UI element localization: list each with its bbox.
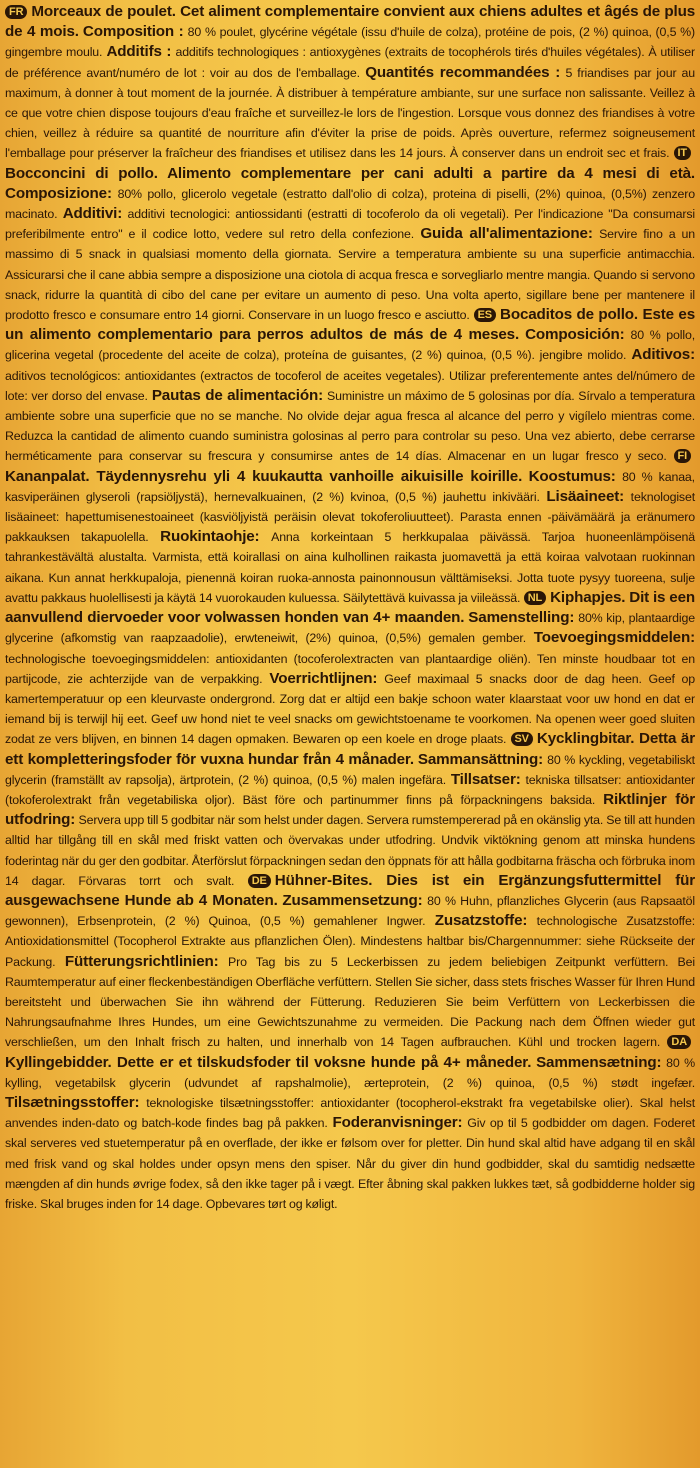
section-text: Pro Tag bis zu 5 Leckerbissen zu jedem beliebigen Zeitpunkt verfüttern. Bei Raumtemperatur auf einer fleckenbeständigen Oberfläche verfüttern. Stellen Sie sicher, dass stets frisches Wasser für Ihren Hund bereitsteht und überwachen Sie ihn während der Fütterung. Reduzieren Sie beim Verfüttern von Leckerbissen die Nahrungsaufnahme Ihres Hundes, um eine Gewichtszunahme zu vermeiden. Die Packung nach dem Öffnen wieder gut verschließen, um den Inhalt frisch zu halten, und innerhalb von 14 Tagen aufbrauchen. Kühl und trocken lagern. <box>5 954 695 1050</box>
section-heading: Fütterungsrichtlinien: <box>64 952 219 970</box>
product-title: Bocconcini di pollo. Alimento complementare per cani adulti a partire da 4 mesi di età. <box>5 164 695 182</box>
section-text: Suministre un máximo de 5 golosinas por día. Sírvalo a temperatura ambiente sobre una superficie que no se manche. No olvide dejar agua fresca al alcance del perro y vigílelo mientras come. Reduzca la cantidad de alimento cuando suministra golosinas al perro para controlar su peso. Una vez abierto, debe cerrarse herméticamente para conservar su frescura y consumirse antes de 14 días. Almacenar en un lugar fresco y seco. <box>5 388 695 464</box>
language-section-fi <box>5 448 695 604</box>
section-text: 5 friandises par jour au maximum, à donner à tout moment de la journée. À distribuer à température ambiante, sur une surface non salissante. Veillez à ce que votre chien dispose toujours d'eau fraîche et surveillez-le lors de l'ingestion. Lorsque vous donnez des friandises à votre chien, veillez à réduire sa quantité de nourriture afin d'éviter la prise de poids. Après ouverture, refermez soigneusement l'emballage pour préserver la fraîcheur des friandises et utilisez dans les 14 jours. À conserver dans un endroit sec et frais. <box>5 65 695 161</box>
section-text: tekniska tillsatser: antioxidanter (tokoferolextrakt från vegetabiliska oljor). Bäst före och partinummer finns på förpackningens baksida. <box>5 772 695 807</box>
section-heading: Zusatzstoffe: <box>434 912 528 930</box>
section-text: additivi tecnologici: antiossidanti (estratti di tocoferolo da oli vegetali). Per l'indicazione "Da consumarsi preferibilmente entro" e il codice lotto, vedere sul retro della confezione. <box>5 207 695 242</box>
language-badge: ES <box>474 308 496 322</box>
section-heading: Samenstelling: <box>468 609 575 627</box>
language-badge: DA <box>667 1035 691 1049</box>
language-section-fr <box>5 4 695 160</box>
section-text: Geef maximaal 5 snacks door de dag heen. Geef op kamertemperatuur op een kleurvaste ondergrond. Zorg dat er altijd een bakje schoon water klaarstaat voor uw hond en dat er iemand bij is terwijl hij eet. Geef uw hond niet te veel snacks om gewichtstoename te voorkomen. Na openen weer goed sluiten zodat ze vers blijven, en binnen 14 dagen opmaken. Bewaren op een koele en droge plaats. <box>5 671 695 747</box>
section-text: Giv op til 5 godbidder om dagen. Foderet skal serveres ved stuetemperatur på en overflade, der ikke er følsom over for pletter. Din hund skal altid have adgang til en skål med frisk vand og skal holdes under opsyn mens den spiser. Når du giver din hund godbidder, skal du samtidig nedsætte mængden af din hunds øvrige fodex, så den ikke tager på i vægt. Efter åbning skal pakken lukkes tæt, så godbidderne holder sig friske. Skal bruges inden for 14 dage. Opbevares tørt og køligt. <box>5 1116 695 1211</box>
product-title: Kyllingebidder. Dette er et tilskudsfoder til voksne hunde på 4+ måneder. <box>5 1053 532 1071</box>
language-section-de <box>5 873 695 1050</box>
section-heading: Sammensætning: <box>536 1053 662 1071</box>
section-text: Servera upp till 5 godbitar när som helst under dagen. Servera rumstempererad på en okänslig yta. Se till att hunden alltid har tillgång till en skål med friskt vatten och övervakas under utfodring. Undvik viktökning genom att minska hundens foderintag när du ger den godbitar. Återförslut förpackningen sedan den öppnats för att hålla godbitarna fräscha och förbruka inom 14 dagar. Förvaras torrt och svalt. <box>5 813 695 888</box>
section-text: 80 % kyckling, vegetabiliskt glycerin (framställt av rapsolja), ärtprotein, (2 %) quinoa, (0,5 %) malen ingefära. <box>5 752 695 787</box>
section-text: 80 % kylling, vegetabilsk glycerin (udvundet af rapshalmolie), ærteprotein, (2 %) quinoa, (0,5 %) stødt ingefær. <box>5 1055 695 1090</box>
section-text: 80 % pollo, glicerina vegetal (procedente del aceite de colza), proteína de guisantes, (2 %) quinoa, (0,5 %). jengibre molido. <box>5 328 696 363</box>
section-text: technologische toevoegingsmiddelen: antioxidanten (tocoferolextracten van plantaardige oliën). Ten minste houdbaar tot en partijcode, zie achterzijde van de verpakking. <box>5 651 695 686</box>
section-text: Anna korkeintaan 5 herkkupalaa päivässä. Tarjoa huoneenlämpöisenä tahrankestävältä alustalta. Varmista, että koirallasi on aina kulhollinen raikasta juomavettä ja että koiraa valvotaan ruokinnan aikana. Kun annat herkkupaloja, pienennä koiran ruoka-annosta painonnousun välttämiseksi. Jotta tuote pysyy tuoreena, sulje avattu pakkaus huolellisesti ja käytä 14 vuorokauden kuluessa. Säilytettävä kuivassa ja viileässä. <box>5 530 695 605</box>
language-badge: IT <box>674 146 691 160</box>
product-title: Morceaux de poulet. Cet aliment complementaire convient aux chiens adultes et âgés de plus de 4 mois. <box>5 3 695 41</box>
section-heading: Koostumus: <box>528 467 616 485</box>
language-badge: DE <box>248 874 271 888</box>
section-heading: Tillsatser: <box>450 770 521 788</box>
product-title: Bocaditos de pollo. Este es un alimento complementario para perros adultos de más de 4 meses. <box>5 306 695 344</box>
product-title: Hühner-Bites. Dies ist ein Ergänzungsfuttermittel für ausgewachsene Hunde ab 4 Monaten. <box>5 871 695 909</box>
product-title: Kiphapjes. Dit is een aanvullend diervoeder voor volwassen honden van 4+ maanden. <box>5 588 695 627</box>
section-heading: Toevoegingsmiddelen: <box>533 629 695 647</box>
section-heading: Zusammensetzung: <box>282 891 423 909</box>
language-badge: FI <box>674 449 691 463</box>
section-text: teknologiset lisäaineet: hapettumisenestoaineet (kasviöljyistä peräisin olevat tokoferoliuutteet). Parasta ennen -päivämäärä ja eränumero pakkauksen takapuolella. <box>5 489 695 545</box>
section-heading: Aditivos: <box>631 346 696 364</box>
section-heading: Composition : <box>82 23 184 41</box>
product-title: Kananpalat. Täydennysrehu yli 4 kuukautta vanhoille aikuisille koirille. <box>5 467 523 485</box>
section-heading: Sammansättning: <box>417 750 544 768</box>
language-section-da <box>5 1034 695 1211</box>
language-section-it <box>5 145 695 322</box>
language-badge: NL <box>524 591 546 605</box>
section-text: 80 % poulet, glycérine végétale (issu d'huile de colza), protéine de pois, (2 %) quinoa, (0,5 %) gingembre moulu. <box>5 25 695 60</box>
section-text: additifs technologiques : antioxygènes (extraits de tocophérols tirés d'huiles végétales). À utiliser de préférence avant/numéro de lot : voir au dos de l'emballage. <box>5 45 695 80</box>
section-text: 80% pollo, glicerolo vegetale (estratto dall'olio di colza), proteina di piselli, (2%) quinoa, (0,5%) zenzero macinato. <box>5 186 695 222</box>
language-section-sv <box>5 731 695 887</box>
section-heading: Voerrichtlijnen: <box>269 669 378 687</box>
section-text: aditivos tecnológicos: antioxidantes (extractos de tocoferol de aceites vegetales). Utilizar preferentemente antes del/número de lote: ver dorso del envase. <box>5 368 695 403</box>
section-text: Servire fino a un massimo di 5 snack in qualsiasi momento della giornata. Servire a temperatura ambiente su una superficie antimacchia. Assicurarsi che il cane abbia sempre a disposizione una ciotola di acqua fresca e sorvegliarlo mentre mangia. Quando si servono snack, ridurre la quantità di cibo del cane per evitare un aumento di peso. Una volta aperto, sigillare bene per mantenere il prodotto fresco e consumare entro 14 giorni. Conservare in un luogo fresco e asciutto. <box>5 227 695 323</box>
section-heading: Lisäaineet: <box>546 487 625 505</box>
language-section-es <box>5 307 695 463</box>
section-heading: Pautas de alimentación: <box>151 386 324 404</box>
section-text: 80 % kanaa, kasviperäinen glyseroli (rapsiöljystä), hernevalkuainen, (2 %) kvinoa, (0,5 %) jauhettu inkivääri. <box>5 469 695 504</box>
section-heading: Foderanvisninger: <box>332 1114 463 1132</box>
product-title: Kycklingbitar. Detta är ett kompletteringsfoder för vuxna hundar från 4 månader. <box>5 730 695 768</box>
section-heading: Tilsætningsstoffer: <box>5 1093 140 1111</box>
section-heading: Additivi: <box>62 205 123 223</box>
language-badge: FR <box>5 5 27 19</box>
section-text: 80% kip, plantaardige glycerine (afkomstig van raapzaadolie), erwteneiwit, (2%) quinoa, (0,5%) gemalen gember. <box>5 611 695 646</box>
language-badge: SV <box>511 732 533 746</box>
section-heading: Riktlinjer för utfodring: <box>5 790 695 829</box>
section-heading: Guida all'alimentazione: <box>420 225 593 243</box>
section-heading: Quantités recommandées : <box>365 63 561 81</box>
section-text: teknologiske tilsætningsstoffer: antioxidanter (tocopherol-ekstrakt fra vegetabilske olier). Skal helst anvendes inden-dato og batch-kode findes bag på pakken. <box>5 1095 695 1131</box>
section-text: technologische Zusatzstoffe: Antioxidationsmittel (Tocopherol Extrakte aus pflanzlichen Ölen). Mindestens haltbar bis/Chargennummer: siehe Rückseite der Packung. <box>5 914 695 969</box>
section-text: 80 % Huhn, pflanzliches Glycerin (aus Rapsaatöl gewonnen), Erbsenprotein, (2 %) Quinoa, (0,5 %) gemahlener Ingwer. <box>5 893 695 929</box>
section-heading: Composición: <box>525 326 625 344</box>
section-heading: Additifs : <box>106 43 172 61</box>
language-section-nl <box>5 590 695 746</box>
section-heading: Ruokintaohje: <box>160 528 260 546</box>
section-heading: Composizione: <box>5 184 112 202</box>
